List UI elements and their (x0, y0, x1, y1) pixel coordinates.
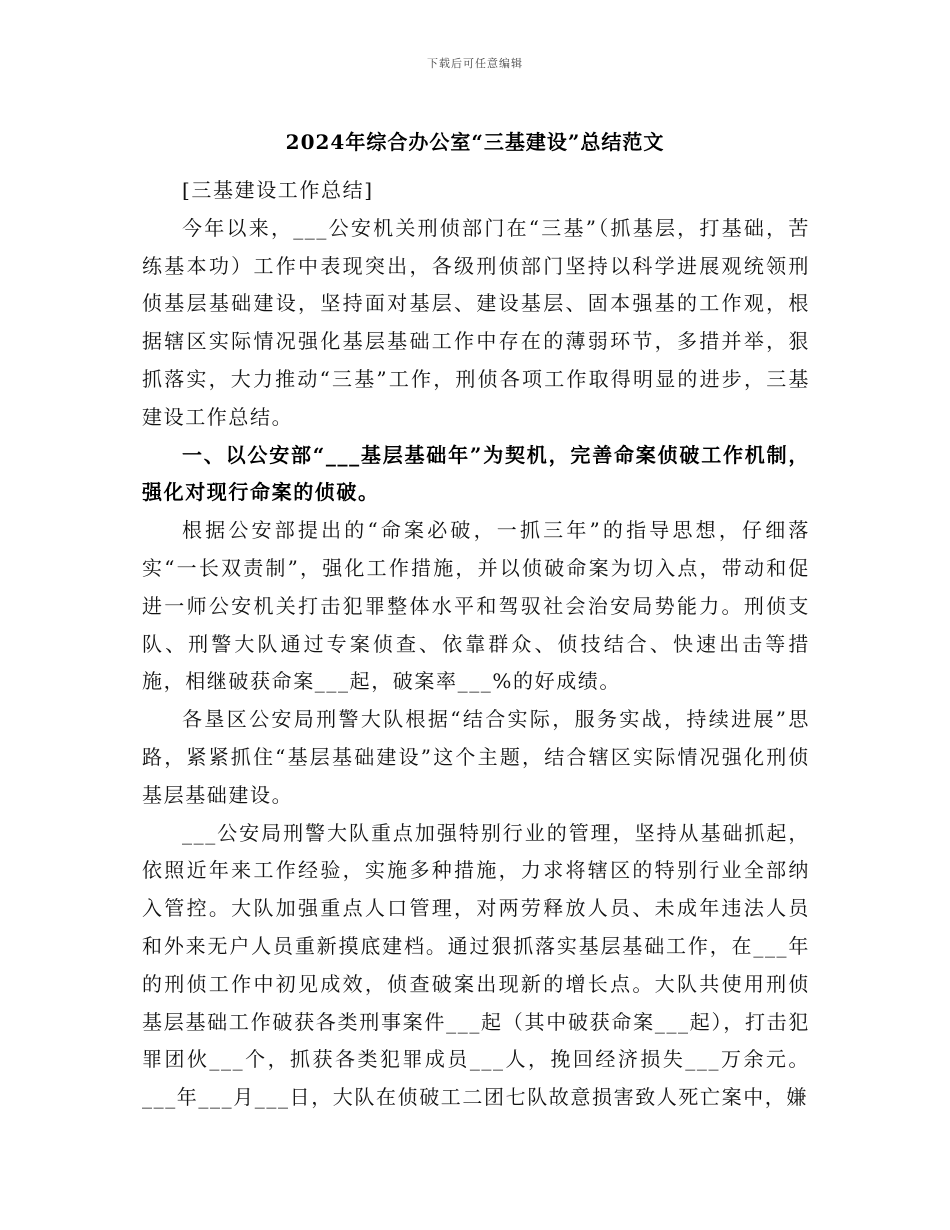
paragraph-homicide: 根据公安部提出的“命案必破，一抓三年”的指导思想，仔细落实“一长双责制”，强化工作措施，并以侦破命案为切入点，带动和促进一师公安机关打击犯罪整体水平和驾驭社会治安局势能力。刑侦支队、刑警大队通过专案侦查、依靠群众、侦技结合、快速出击等措施，相继破获命案___起，破案率___%的好成绩。 (142, 518, 810, 694)
paragraph-reclamation-bureau: 各垦区公安局刑警大队根据“结合实际，服务实战，持续进展”思路，紧紧抓住“基层基础建设”这个主题，结合辖区实际情况强化刑侦基层基础建设。 (142, 707, 810, 807)
paragraph-intro: 今年以来，___公安机关刑侦部门在“三基”（抓基层，打基础，苦练基本功）工作中表现突出，各级刑侦部门坚持以科学进展观统领刑侦基层基础建设，坚持面对基层、建设基层、固本强基的工作观，根据辖区实际情况强化基层基础工作中存在的薄弱环节，多措并举，狠抓落实，大力推动“三基”工作，刑侦各项工作取得明显的进步，三基建设工作总结。 (142, 215, 810, 429)
document-tag: [三基建设工作总结] (182, 178, 374, 202)
document-body (142, 172, 810, 1117)
section-heading-1: 一、以公安部“___基层基础年”为契机，完善命案侦破工作机制，强化对现行命案的侦破。 (142, 442, 810, 505)
download-note: 下载后可任意编辑 (427, 57, 523, 70)
document-title: 2024年综合办公室“三基建设”总结范文 (285, 130, 665, 154)
paragraph-brigade: ___公安局刑警大队重点加强特别行业的管理，坚持从基础抓起，依照近年来工作经验，实施多种措施，力求将辖区的特别行业全部纳入管控。大队加强重点人口管理，对两劳释放人员、未成年违法人员和外来无户人员重新摸底建档。通过狠抓落实基层基础工作，在___年的刑侦工作中初见成效，侦查破案出现新的增长点。大队共使用刑侦基层基础工作破获各类刑事案件___起（其中破获命案___起），打击犯罪团伙___个，抓获各类犯罪成员___人，挽回经济损失___万余元。___年___月___日，大队在侦破工二团七队故意损害致人死亡案中，嫌 (142, 820, 810, 1110)
